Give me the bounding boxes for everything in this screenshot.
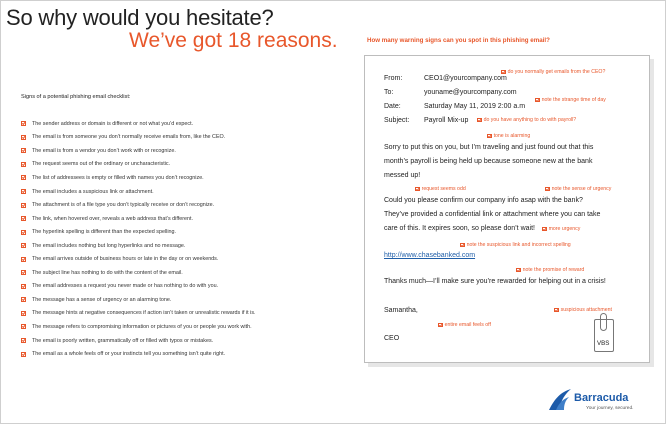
checklist xyxy=(21,117,256,361)
email-body-line: messed up! xyxy=(384,172,421,179)
barracuda-logo-icon xyxy=(547,386,573,412)
checkbox-icon xyxy=(487,134,492,139)
checkbox-icon xyxy=(477,118,482,123)
attachment-label: VBS xyxy=(597,340,610,347)
checkbox-icon xyxy=(21,230,26,235)
callout-more-urgency: more urgency xyxy=(542,226,580,232)
checklist-item: The message refers to compromising information or pictures of you or people you work with. xyxy=(21,320,256,334)
checkbox-icon xyxy=(21,243,26,248)
checkbox-icon xyxy=(460,243,465,248)
callout-tone: tone is alarming xyxy=(487,133,530,139)
checklist-item: The attachment is of a file type you don’t typically receive or don’t recognize. xyxy=(21,198,256,212)
from-value: CEO1@yourcompany.com xyxy=(424,75,507,82)
checkbox-icon xyxy=(545,187,550,192)
email-closing: Thanks much—I’ll make sure you’re rewarded for helping out in a crisis! xyxy=(384,278,606,285)
checkbox-icon xyxy=(516,268,521,273)
email-body-line: They’ve provided a confidential link or attachment where you can take xyxy=(384,211,601,218)
date-value: Saturday May 11, 2019 2:00 a.m xyxy=(424,103,526,110)
checkbox-icon xyxy=(21,324,26,329)
email-body-line: month’s payroll is being held up because someone new at the bank xyxy=(384,158,593,165)
checklist-item: The email is from someone you don’t normally receive emails from, like the CEO. xyxy=(21,131,256,145)
checkbox-icon xyxy=(438,323,443,328)
checkbox-icon xyxy=(21,162,26,167)
checklist-item: The message hints at negative consequences if action isn’t taken or unrealistic rewards if it is. xyxy=(21,307,256,321)
checkbox-icon xyxy=(21,121,26,126)
checkbox-icon xyxy=(21,257,26,262)
checkbox-icon xyxy=(21,297,26,302)
checkbox-icon xyxy=(21,175,26,180)
checkbox-icon xyxy=(535,98,540,103)
callout-urgency: note the sense of urgency xyxy=(545,186,611,192)
checkbox-icon xyxy=(542,227,547,232)
checklist-item: The email arrives outside of business hours or late in the day or on weekends. xyxy=(21,252,256,266)
date-label: Date: xyxy=(384,103,401,110)
checklist-item: The email addresses a request you never made or has nothing to do with you. xyxy=(21,280,256,294)
checklist-item: The sender address or domain is different or not what you’d expect. xyxy=(21,117,256,131)
callout-feels-off: entire email feels off xyxy=(438,322,491,328)
checkbox-icon xyxy=(21,284,26,289)
checkbox-icon xyxy=(415,187,420,192)
phishing-email-card xyxy=(364,55,650,363)
checkbox-icon xyxy=(21,338,26,343)
checklist-title: Signs of a potential phishing email checklist: xyxy=(21,94,131,100)
paperclip-icon xyxy=(600,313,607,331)
checklist-item: The message has a sense of urgency or an alarming tone. xyxy=(21,293,256,307)
callout-suspicious-link: note the suspicious link and incorrect spelling xyxy=(460,242,571,248)
checkbox-icon xyxy=(21,189,26,194)
brand-tagline: Your journey, secured. xyxy=(586,406,634,411)
callout-time: note the strange time of day xyxy=(535,97,606,103)
email-body-line: Sorry to put this on you, but I’m traveling and just found out that this xyxy=(384,144,594,151)
checkbox-icon xyxy=(21,216,26,221)
checklist-item: The email is from a vendor you don’t work with or recognize. xyxy=(21,144,256,158)
to-label: To: xyxy=(384,89,394,96)
phishing-prompt: How many warning signs can you spot in this phishing email? xyxy=(367,37,550,44)
subheadline: We’ve got 18 reasons. xyxy=(129,29,338,52)
checklist-item: The subject line has nothing to do with the content of the email. xyxy=(21,266,256,280)
callout-odd-request: request seems odd xyxy=(415,186,466,192)
email-body-line: Could you please confirm our company info asap with the bank? xyxy=(384,197,583,204)
to-value: youname@yourcompany.com xyxy=(424,89,517,96)
checklist-item: The email as a whole feels off or your instincts tell you something isn’t quite right. xyxy=(21,347,256,361)
email-signature-title: CEO xyxy=(384,335,400,342)
checklist-item: The list of addressees is empty or filled with names you don’t recognize. xyxy=(21,171,256,185)
subject-label: Subject: xyxy=(384,117,410,124)
email-body-line: care of this. It expires soon, so please don’t wait! xyxy=(384,225,535,232)
from-label: From: xyxy=(384,75,403,82)
callout-payroll: do you have anything to do with payroll? xyxy=(477,117,576,123)
suspicious-link[interactable]: http://www.chasebanked.com xyxy=(384,252,476,259)
callout-from: do you normally get emails from the CEO? xyxy=(501,69,605,75)
checkbox-icon xyxy=(21,148,26,153)
checkbox-icon xyxy=(554,308,559,313)
email-signature: Samantha, xyxy=(384,307,418,314)
callout-attachment: suspicious attachment xyxy=(554,307,612,313)
subject-value: Payroll Mix-up xyxy=(424,117,469,124)
checkbox-icon xyxy=(21,352,26,357)
headline: So why would you hesitate? xyxy=(6,5,274,30)
checkbox-icon xyxy=(21,270,26,275)
checkbox-icon xyxy=(21,311,26,316)
checklist-item: The hyperlink spelling is different than the expected spelling. xyxy=(21,225,256,239)
checklist-item: The request seems out of the ordinary or uncharacteristic. xyxy=(21,158,256,172)
checklist-item: The email includes a suspicious link or attachment. xyxy=(21,185,256,199)
checkbox-icon xyxy=(501,70,506,75)
brand-name: Barracuda xyxy=(574,392,629,404)
checkbox-icon xyxy=(21,203,26,208)
checkbox-icon xyxy=(21,135,26,140)
callout-reward: note the promise of reward xyxy=(516,267,584,273)
checklist-item: The email includes nothing but long hyperlinks and no message. xyxy=(21,239,256,253)
checklist-item: The link, when hovered over, reveals a web address that’s different. xyxy=(21,212,256,226)
checklist-item: The email is poorly written, grammatically off or filled with typos or mistakes. xyxy=(21,334,256,348)
